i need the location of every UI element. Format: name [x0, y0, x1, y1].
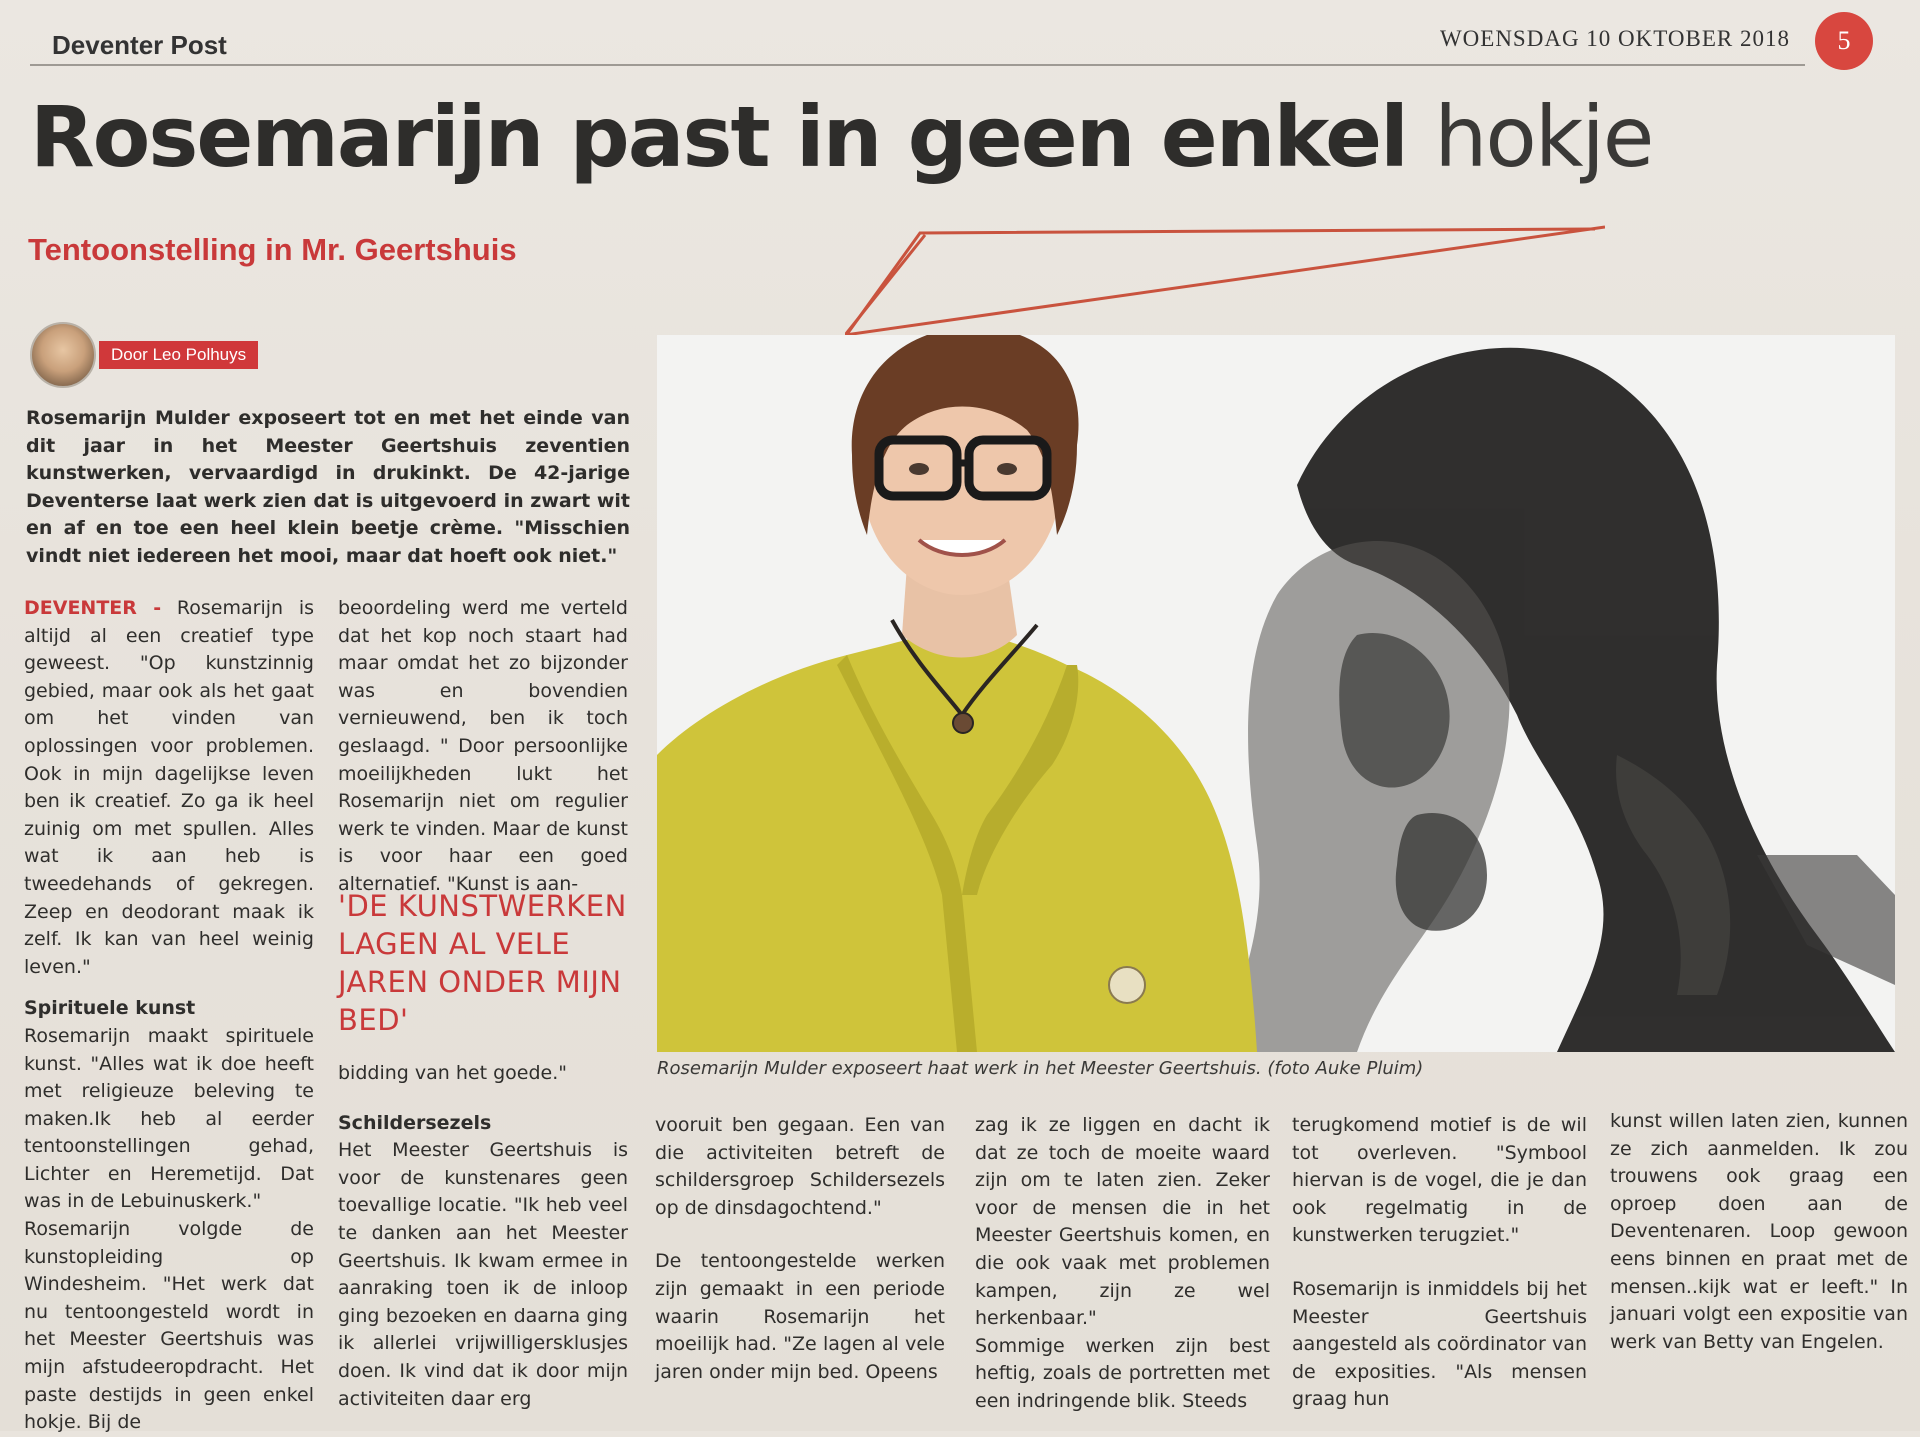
author-avatar — [30, 322, 96, 388]
article-column-2 — [338, 595, 628, 899]
article-column-5 — [1292, 1112, 1587, 1414]
headline-bold: Rosemarijn past in geen enkel — [30, 88, 1407, 186]
decorative-red-wedge — [845, 225, 1605, 345]
photo-illustration — [657, 335, 1895, 1052]
column-paragraph: Rosemarijn is inmiddels bij het Meester Geertshuis aangesteld als coördinator van de exposities. "Als mensen graag hun — [1292, 1277, 1587, 1411]
column-paragraph: zag ik ze liggen en dacht ik dat ze toch de moeite waard zijn om te laten zien. Zeker voor de mensen die in het Meester Geertshuis komen, en die ook vaak met problemen kampen, zijn ze wel herkenbaar." — [975, 1114, 1270, 1330]
article-column-3 — [655, 1112, 945, 1386]
section-subtitle: Spirituele kunst — [24, 997, 196, 1020]
column-paragraph: beoordeling werd me verteld dat het kop noch staart had maar omdat het zo bijzonder was en bovendien vernieuwend, ben ik toch geslaagd. " Door persoonlijke moeilijkheden lukt het Rosemarijn niet om regulier werk te vinden. Maar de kunst is voor haar een goed alternatief. "Kunst is aan- — [338, 597, 628, 895]
column-paragraph: De tentoongestelde werken zijn gemaakt in een periode waarin Rosemarijn het moeilijk had. "Ze lagen al vele jaren onder mijn bed. Opeens — [655, 1250, 945, 1383]
article-photo — [657, 335, 1895, 1052]
article-column-2-lower — [338, 1060, 628, 1413]
column-paragraph: Sommige werken zijn best heftig, zoals de portretten met een indringende blik. Steeds — [975, 1334, 1270, 1412]
photo-caption: Rosemarijn Mulder exposeert haat werk in het Meester Geertshuis. (foto Auke Pluim) — [657, 1058, 1424, 1079]
article-column-1 — [24, 595, 314, 1437]
column-paragraph — [24, 595, 314, 981]
paragraph-text: Rosemarijn is altijd al een creatief type geweest. "Op kunstzinnig gebied, maar ook als het gaat om het vinden van oplossingen voor problemen. Ook in mijn dagelijkse leven ben ik creatief. Zo ga ik heel zuinig om met spullen. Alles wat ik aan heb is tweedehands of gekregen. Zeep en deodorant maak ik zelf. Ik kan van heel weinig leven." — [24, 597, 314, 978]
newspaper-name: Deventer Post — [52, 30, 227, 60]
subheadline: Tentoonstelling in Mr. Geertshuis — [28, 232, 517, 267]
page-number-badge: 5 — [1815, 12, 1873, 70]
column-paragraph: Het Meester Geertshuis is voor de kunstenares geen toevallige locatie. "Ik heb veel te danken aan het Meester Geertshuis. Ik kwam ermee in aanraking toen ik de inloop ging bezoeken en daarna ging ik allerlei vrijwilligersklusjes doen. Ik vind dat ik door mijn activiteiten daar erg — [338, 1139, 628, 1410]
column-paragraph: bidding van het goede." — [338, 1062, 567, 1084]
section-subtitle: Schildersezels — [338, 1111, 492, 1134]
column-paragraph: kunst willen laten zien, kunnen ze zich aanmelden. Ik zou trouwens ook graag een oproep doen aan de Deventenaren. Loop gewoon eens binnen en praat met de mensen..kijk wat er leeft." In januari volgt een expositie van werk van Betty van Engelen. — [1610, 1110, 1908, 1353]
article-intro: Rosemarijn Mulder exposeert tot en met het einde van dit jaar in het Meester Geertshuis zeventien kunstwerken, vervaardigd in drukinkt. De 42-jarige Deventerse laat werk zien dat is uitgevoerd in zwart wit en af en toe een heel klein beetje crème. "Misschien vindt niet iedereen het mooi, maar dat hoeft ook niet." — [26, 407, 630, 567]
issue-date: WOENSDAG 10 OKTOBER 2018 — [1439, 26, 1790, 51]
column-paragraph: terugkomend motief is de wil tot overleven. "Symbool hiervan is de vogel, die je dan ook regelmatig in de kunstwerken terugziet." — [1292, 1114, 1587, 1247]
header-divider — [30, 64, 1805, 66]
dateline: DEVENTER - — [24, 597, 162, 619]
pull-quote: 'DE KUNSTWERKEN LAGEN AL VELE JAREN ONDER MIJN BED' — [338, 889, 627, 1037]
article-column-4 — [975, 1112, 1270, 1416]
headline — [30, 88, 1652, 186]
column-paragraph: Rosemarijn volgde de kunstopleiding op Windesheim. "Het werk dat nu tentoongesteld wordt in het Meester Geertshuis was mijn afstudeeropdracht. Het paste destijds in geen enkel hokje. Bij de — [24, 1218, 314, 1434]
column-paragraph: vooruit ben gegaan. Een van die activiteiten betreft de schildersgroep Schildersezels op de dinsdagochtend." — [655, 1114, 945, 1219]
column-paragraph: Rosemarijn maakt spirituele kunst. "Alles wat ik doe heeft met religieuze beleving te maken.Ik heb al eerder tentoonstellingen gehad, Lichter en Heremetijd. Dat was in de Lebuinuskerk." — [24, 1024, 314, 1213]
headline-light: hokje — [1434, 88, 1653, 186]
byline: Door Leo Polhuys — [99, 341, 258, 369]
article-column-6 — [1610, 1108, 1908, 1356]
